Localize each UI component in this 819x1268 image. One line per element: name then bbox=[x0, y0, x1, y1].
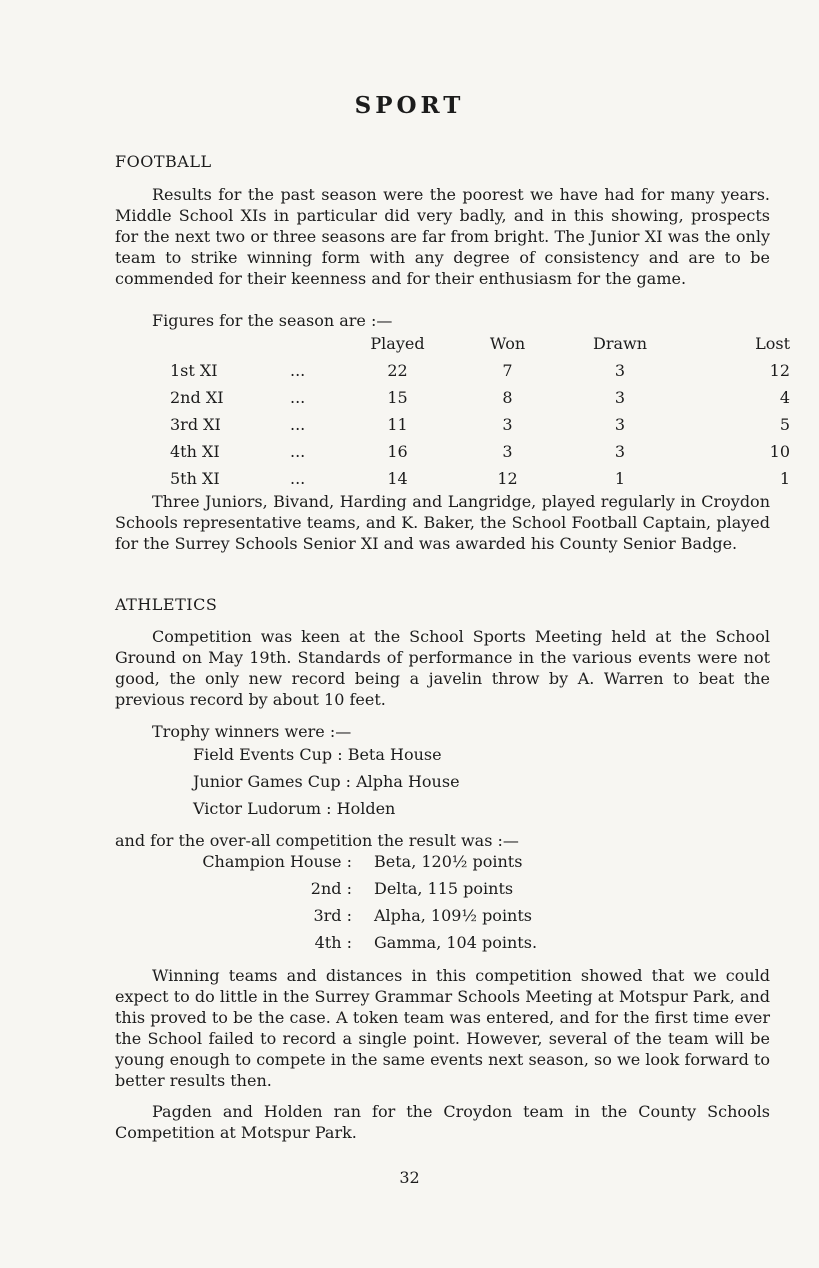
played-cell: 15 bbox=[387, 388, 408, 407]
won-cell: 3 bbox=[502, 415, 513, 434]
drawn-cell: 1 bbox=[614, 469, 626, 488]
won-cell: 8 bbox=[502, 388, 513, 407]
trophy-lead: Trophy winners were :— bbox=[152, 722, 352, 741]
lost-cell: 12 bbox=[769, 361, 790, 380]
athletics-para3: Pagden and Holden ran for the Croydon team in the County Schools Competition at Motspur Park. bbox=[115, 1102, 770, 1142]
football-outro: Three Juniors, Bivand, Harding and Langridge, played regularly in Croydon Schools representative teams, and K. Baker, the School Football Captain, played for the Surrey Schools Senior XI and was awarded his County Senior Badge. bbox=[115, 492, 770, 553]
won-cell: 7 bbox=[502, 361, 513, 380]
result-value: Delta, 115 points bbox=[374, 879, 514, 898]
drawn-cell: 3 bbox=[614, 415, 626, 434]
table-row bbox=[170, 465, 790, 492]
team-cell: 1st XI bbox=[170, 361, 218, 380]
table-row bbox=[170, 384, 790, 411]
trophy-item: Victor Ludorum : Holden bbox=[193, 799, 396, 818]
header-played: Played bbox=[370, 334, 425, 353]
team-cell: 5th XI bbox=[170, 469, 220, 488]
athletics-intro: Competition was keen at the School Sports Meeting held at the School Ground on May 19th. Standards of performance in the various events were not good, the only new record being a javelin throw by A. Warren to beat the previous record by about 10 feet. bbox=[115, 627, 770, 709]
table-row bbox=[170, 411, 790, 438]
result-label: 2nd : bbox=[310, 879, 352, 898]
played-cell: 16 bbox=[387, 442, 408, 461]
lost-cell: 10 bbox=[769, 442, 790, 461]
header-won: Won bbox=[489, 334, 526, 353]
result-label: 3rd : bbox=[313, 906, 352, 925]
dots-cell: ... bbox=[290, 388, 306, 407]
athletics-heading: ATHLETICS bbox=[115, 595, 218, 614]
football-intro: Results for the past season were the poorest we have had for many years. Middle School XIs in particular did very badly, and in this showing, prospects for the next two or three seasons are far from bright. The Junior XI was the only team to strike winning form with any degree of consistency and are to be commended for their keenness and for their enthusiasm for the game. bbox=[115, 185, 770, 288]
header-lost: Lost bbox=[755, 334, 790, 353]
dots-cell: ... bbox=[290, 469, 306, 488]
team-cell: 4th XI bbox=[170, 442, 220, 461]
drawn-cell: 3 bbox=[614, 361, 626, 380]
table-header-row bbox=[170, 330, 790, 357]
overall-lead: and for the over-all competition the result was :— bbox=[115, 831, 519, 850]
result-label: Champion House : bbox=[202, 852, 352, 871]
result-value: Alpha, 109½ points bbox=[374, 906, 532, 925]
dots-cell: ... bbox=[290, 361, 306, 380]
page-title: SPORT bbox=[354, 92, 465, 119]
dots-cell: ... bbox=[290, 415, 306, 434]
lost-cell: 5 bbox=[779, 415, 790, 434]
won-cell: 3 bbox=[502, 442, 513, 461]
drawn-cell: 3 bbox=[614, 388, 626, 407]
trophy-item: Junior Games Cup : Alpha House bbox=[193, 772, 460, 791]
result-label: 4th : bbox=[314, 933, 352, 952]
trophy-item: Field Events Cup : Beta House bbox=[193, 745, 442, 764]
played-cell: 22 bbox=[387, 361, 408, 380]
result-value: Beta, 120½ points bbox=[374, 852, 523, 871]
table-row bbox=[170, 438, 790, 465]
table-row bbox=[170, 357, 790, 384]
athletics-para2: Winning teams and distances in this competition showed that we could expect to do little in the Surrey Grammar Schools Meeting at Motspur Park, and this proved to be the case. A token team was entered, and for the first time ever the School failed to record a single point. However, several of the team will be young enough to compete in the same events next season, so we look forward to better results then. bbox=[115, 966, 770, 1090]
won-cell: 12 bbox=[497, 469, 518, 488]
football-results-table bbox=[170, 330, 790, 492]
figures-lead: Figures for the season are :— bbox=[152, 311, 393, 330]
page-number: 32 bbox=[399, 1168, 420, 1187]
team-cell: 3rd XI bbox=[170, 415, 221, 434]
drawn-cell: 3 bbox=[614, 442, 626, 461]
lost-cell: 1 bbox=[779, 469, 790, 488]
header-drawn: Drawn bbox=[592, 334, 647, 353]
football-heading: FOOTBALL bbox=[115, 152, 212, 171]
played-cell: 14 bbox=[387, 469, 408, 488]
lost-cell: 4 bbox=[779, 388, 790, 407]
played-cell: 11 bbox=[387, 415, 408, 434]
result-value: Gamma, 104 points. bbox=[374, 933, 538, 952]
dots-cell: ... bbox=[290, 442, 306, 461]
team-cell: 2nd XI bbox=[170, 388, 224, 407]
